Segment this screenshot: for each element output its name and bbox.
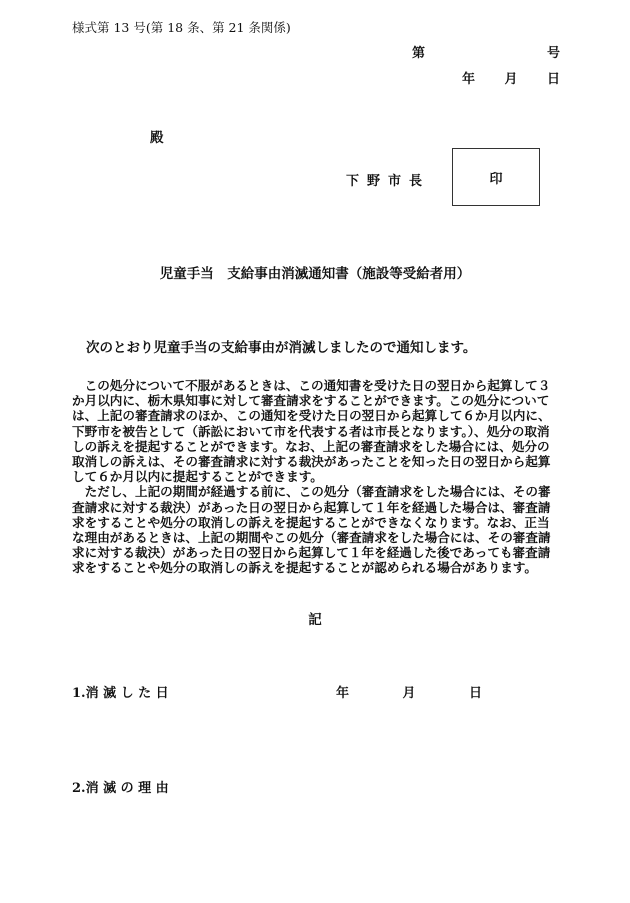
document-title: 児童手当 支給事由消滅通知書（施設等受給者用） [159, 266, 471, 282]
form-number: 様式第 13 号(第 18 条、第 21 条関係) [72, 20, 291, 35]
item-extinction-date-value [336, 682, 482, 701]
issue-date [462, 68, 560, 87]
extinction-day: 日 [468, 686, 482, 701]
number-suffix: 号 [546, 46, 560, 61]
intro-text: 次のとおり児童手当の支給事由が消滅しましたので通知します。 [86, 340, 477, 356]
issue-date-month: 月 [504, 72, 518, 87]
appeal-paragraph-1: この処分について不服があるときは、この通知書を受けた日の翌日から起算して３か月以内に、栃木県知事に対して審査請求をすることができます。この処分については、上記の審査請求のほか、この通知を受けた日の翌日から起算して６か月以内に、下野市を被告として（訴訟において市を代表する者は市長となります。）、処分の取消しの訴えを提起することができます。なお、上記の審査請求をした場合には、処分の取消しの訴えは、その審査請求に対する裁決があったことを知った日の翌日から起算して６か月以内に提起することができます。 [72, 378, 551, 485]
appeal-notice [72, 378, 562, 576]
extinction-year: 年 [336, 686, 350, 701]
ki-heading: 記 [308, 612, 322, 628]
issue-date-day: 日 [546, 72, 560, 87]
issue-date-year: 年 [462, 72, 476, 87]
item-extinction-reason-label: 2.消 滅 の 理 由 [72, 781, 169, 796]
appeal-paragraph-2: ただし、上記の期間が経過する前に、この処分（審査請求をした場合には、その審査請求に対する裁決）があった日の翌日から起算して１年を経過した場合は、審査請求をすることや処分の取消しの訴えを提起することができなくなります。なお、正当な理由があるときは、上記の期間やこの処分（審査請求をした場合には、その審査請求に対する裁決）があった日の翌日から起算して１年を経過した後であっても審査請求をすることや処分の取消しの訴えを提起することが認められる場合があります。 [72, 484, 551, 576]
item-extinction-date-label: 1.消 滅 し た 日 [72, 686, 169, 701]
issuer-name: 下野市長 [346, 174, 431, 189]
addressee-honorific: 殿 [150, 130, 164, 146]
seal-box [452, 148, 540, 206]
extinction-month: 月 [402, 686, 416, 701]
number-prefix: 第 [412, 46, 426, 61]
seal-label: 印 [489, 171, 503, 187]
